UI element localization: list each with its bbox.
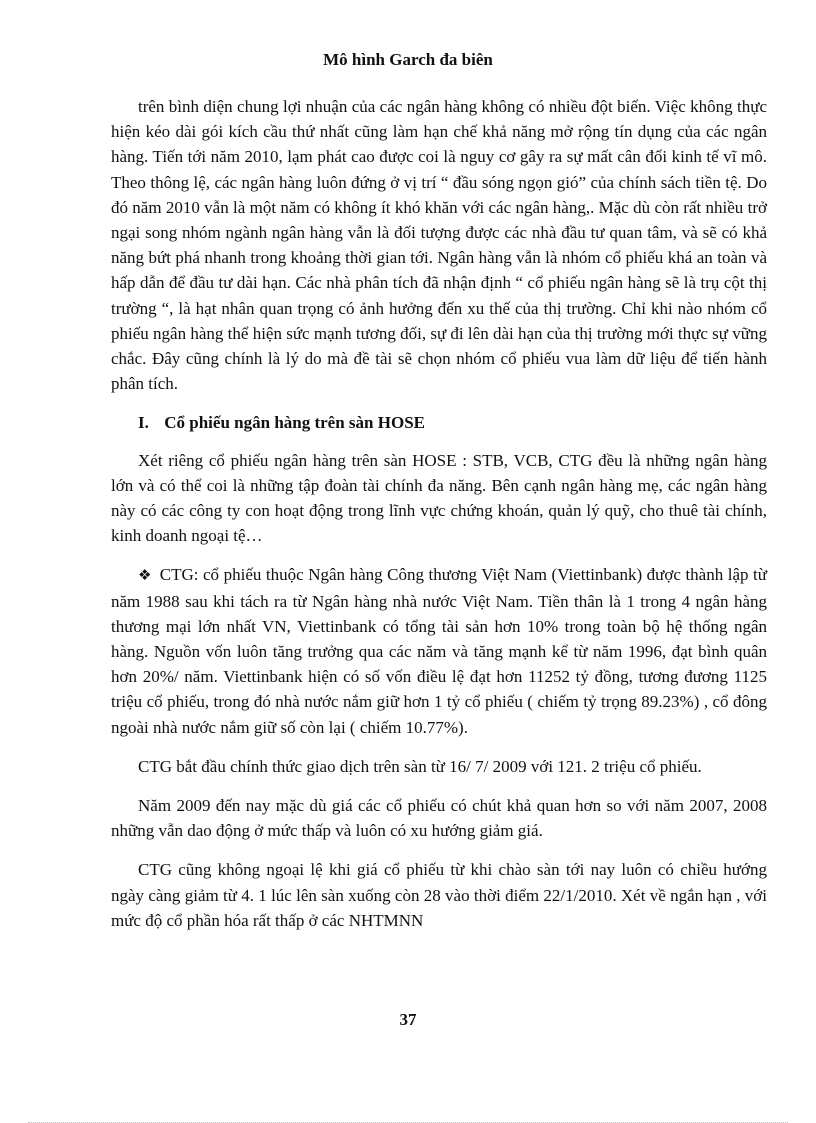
paragraph-ctg-bullet bbox=[111, 562, 767, 739]
page-number: 37 bbox=[399, 1010, 417, 1029]
section-number: I. bbox=[138, 413, 149, 433]
paragraph-intro: trên bình diện chung lợi nhuận của các ngân hàng không có nhiều đột biến. Việc không thực hiện kéo dài gói kích cầu thứ nhất cũng làm hạn chế khả năng mở rộng tín dụng của các ngân hàng. Tiến tới năm 2010, lạm phát cao được coi là nguy cơ gây ra sự mất cân đối kinh tế vĩ mô. Theo thông lệ, các ngân hàng luôn đứng ở vị trí “ đầu sóng ngọn gió” của chính sách tiền tệ. Do đó năm 2010 vẫn là một năm có không ít khó khăn với các ngân hàng,. Mặc dù còn rất nhiều trở ngại song nhóm ngành ngân hàng vẫn là đối tượng được các nhà đầu tư quan tâm, và sẽ có khả năng bứt phá nhanh trong khoảng thời gian tới. Ngân hàng vẫn là nhóm cổ phiếu khá an toàn và hấp dẫn để đầu tư dài hạn. Các nhà phân tích đã nhận định “ cổ phiếu ngân hàng sẽ là trụ cột thị trường “, là hạt nhân quan trọng có ảnh hưởng đến xu thế của thị trường. Chỉ khi nào nhóm cổ phiếu ngân hàng thể hiện sức mạnh tương đối, sự đi lên dài hạn của thị trường mới thực sự vững chắc. Đây cũng chính là lý do mà đề tài sẽ chọn nhóm cổ phiếu vua làm dữ liệu để tiến hành phân tích. bbox=[111, 97, 767, 394]
four-diamond-bullet-icon: ❖ bbox=[138, 566, 152, 585]
paragraph-ctg-listing: CTG bắt đầu chính thức giao dịch trên sàn từ 16/ 7/ 2009 với 121. 2 triệu cổ phiếu. bbox=[138, 756, 702, 776]
section-title: Cổ phiếu ngân hàng trên sàn HOSE bbox=[164, 413, 425, 433]
page-header-title: Mô hình Garch đa biên bbox=[323, 50, 493, 69]
paragraph-ctg-text: CTG: cổ phiếu thuộc Ngân hàng Công thương Việt Nam (Viettinbank) được thành lập từ năm 1988 sau khi tách ra từ Ngân hàng nhà nước Việt Nam. Tiền thân là 1 trong 4 ngân hàng thương mại lớn nhất VN, Viettinbank có tổng tài sản hơn 10% trong toàn bộ hệ thống ngân hàng. Nguồn vốn luôn tăng trưởng qua các năm và tăng mạnh kể từ năm 1996, đạt bình quân hơn 20%/ năm. Viettinbank hiện có số vốn điều lệ đạt hơn 11252 tỷ đồng, tương đương 1125 triệu cổ phiếu, trong đó nhà nước nắm giữ hơn 1 tỷ cổ phiếu ( chiếm tỷ trọng 89.23%) , cổ đông ngoài nhà nước nắm giữ số còn lại ( chiếm 10.77%). bbox=[111, 565, 767, 737]
section-heading bbox=[111, 410, 767, 435]
paragraph-market-2009: Năm 2009 đến nay mặc dù giá các cổ phiếu có chút khả quan hơn so với năm 2007, 2008 những vẫn dao động ở mức thấp và luôn có xu hướng giảm giá. bbox=[111, 796, 767, 841]
document-body bbox=[111, 94, 767, 947]
paragraph-ctg-price: CTG cũng không ngoại lệ khi giá cổ phiếu từ khi chào sàn tới nay luôn có chiều hướng ngày càng giảm từ 4. 1 lúc lên sàn xuống còn 28 vào thời điểm 22/1/2010. Xét về ngắn hạn , với mức độ cổ phần hóa rất thấp ở các NHTMNN bbox=[111, 860, 767, 930]
paragraph-hose-overview: Xét riêng cổ phiếu ngân hàng trên sàn HOSE : STB, VCB, CTG đều là những ngân hàng lớn và có thể coi là những tập đoàn tài chính đa năng. Bên cạnh ngân hàng mẹ, các ngân hàng này có các công ty con hoạt động trong lĩnh vực chứng khoán, quản lý quỹ, cho thuê tài chính, kinh doanh ngoại tệ… bbox=[111, 450, 767, 546]
